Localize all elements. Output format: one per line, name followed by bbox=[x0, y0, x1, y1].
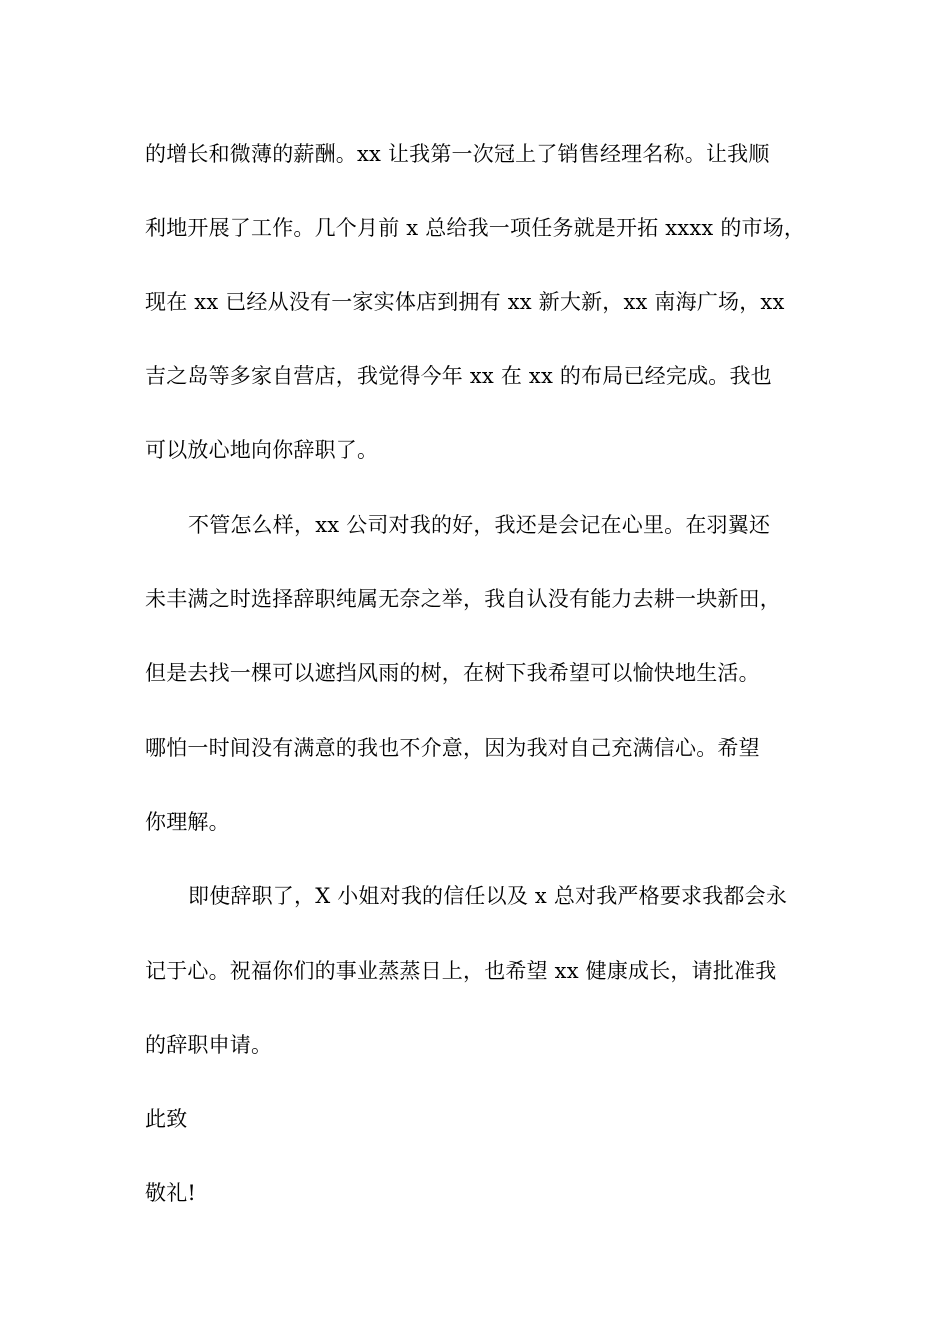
paragraph-1-line-1: 的增长和微薄的薪酬。xx 让我第一次冠上了销售经理名称。让我顺 bbox=[145, 142, 770, 166]
paragraph-3-line-3: 的辞职申请。 bbox=[145, 1033, 273, 1057]
paragraph-3-line-2: 记于心。祝福你们的事业蒸蒸日上，也希望 xx 健康成长，请批准我 bbox=[145, 959, 777, 983]
paragraph-2-line-3: 但是去找一棵可以遮挡风雨的树，在树下我希望可以愉快地生活。 bbox=[145, 661, 760, 685]
paragraph-1-line-3: 现在 xx 已经从没有一家实体店到拥有 xx 新大新，xx 南海广场，xx bbox=[145, 290, 785, 314]
paragraph-2-line-2: 未丰满之时选择辞职纯属无奈之举，我自认没有能力去耕一块新田， bbox=[145, 587, 781, 611]
paragraph-2-line-1: 不管怎么样，xx 公司对我的好，我还是会记在心里。在羽翼还 bbox=[188, 513, 771, 537]
closing-salutation: 此致 bbox=[145, 1107, 188, 1131]
paragraph-3-line-1: 即使辞职了，X 小姐对我的信任以及 x 总对我严格要求我都会永 bbox=[188, 884, 788, 908]
paragraph-2-line-5: 你理解。 bbox=[145, 810, 230, 834]
paragraph-1-line-5: 可以放心地向你辞职了。 bbox=[145, 438, 379, 462]
paragraph-2-line-4: 哪怕一时间没有满意的我也不介意，因为我对自己充满信心。希望 bbox=[145, 736, 760, 760]
paragraph-1-line-2: 利地开展了工作。几个月前 x 总给我一项任务就是开拓 xxxx 的市场， bbox=[145, 216, 806, 240]
closing-regards: 敬礼! bbox=[145, 1181, 197, 1205]
paragraph-1-line-4: 吉之岛等多家自营店，我觉得今年 xx 在 xx 的布局已经完成。我也 bbox=[145, 364, 772, 388]
